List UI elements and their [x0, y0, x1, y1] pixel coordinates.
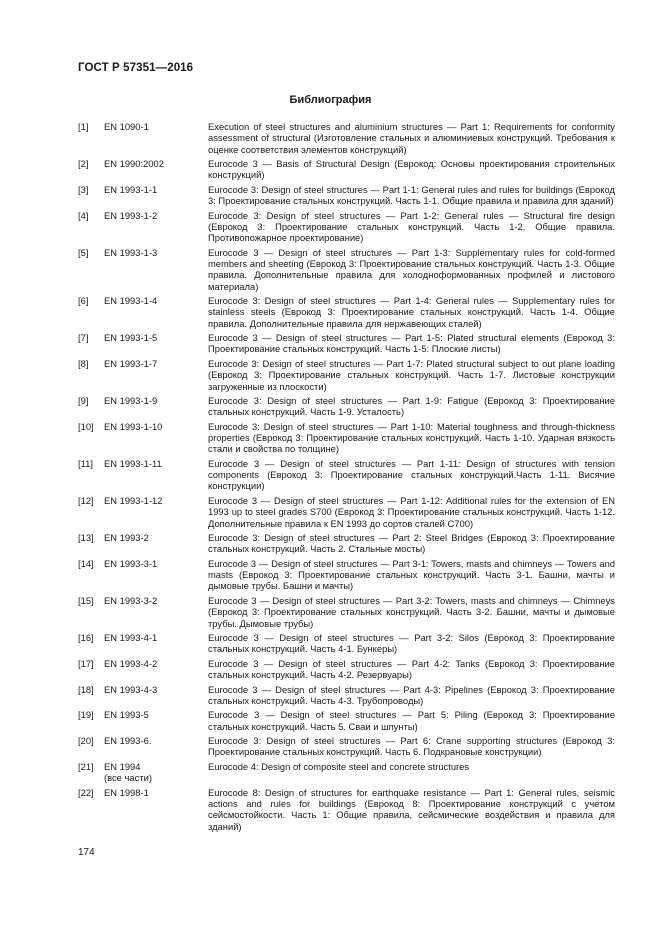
- standard-code: EN 1090-1: [104, 121, 149, 132]
- entry-number: [17]: [78, 657, 94, 669]
- standard-code: EN 1993-5: [104, 709, 149, 721]
- bibliography-entry: [78, 121, 615, 155]
- standard-code: EN 1993-4-1: [104, 631, 158, 643]
- entry-number: [3]: [78, 183, 89, 195]
- entry-number: [9]: [78, 395, 89, 407]
- bibliography-entry: [78, 632, 615, 655]
- entry-description: Eurocode 3 — Basis of Structural Design (Еврокод: Основы проектирования строительных конструкций): [208, 158, 615, 181]
- entry-number: [14]: [78, 557, 94, 569]
- standard-code: EN 1993-1-5: [104, 332, 158, 344]
- bibliography-entry: [78, 295, 615, 329]
- bibliography-entry: [78, 532, 615, 555]
- standard-code: EN 1990:2002: [104, 158, 164, 170]
- document-code-header: ГОСТ Р 57351—2016: [78, 62, 194, 74]
- bibliography-entry: [78, 658, 615, 681]
- entry-number: [7]: [78, 332, 89, 344]
- entry-description: Eurocode 3 — Design of steel structures — Part 4-3: Pipelines (Еврокод 3: Проектирование стальных конструкций. Часть 4-3. Трубопроводы): [208, 683, 615, 706]
- entry-description: Eurocode 3: Design of steel structures — Part 2: Steel Bridges (Еврокод 3: Проектирование стальных конструкций. Часть 2. Стальные мосты): [208, 532, 615, 555]
- standard-code: EN 1993-1-11: [104, 457, 162, 469]
- bibliography-entry: [78, 495, 615, 529]
- bibliography-entry: [78, 761, 615, 784]
- entry-description: Eurocode 3 — Design of steel structures — Part 1-3: Supplementary rules for cold-formed members and sheeting (Еврокод 3: Проектирование стальных конструкций. Часть 1-3. Общие правила. Дополнительные правила для холоднoформованных профилей и листового материала): [208, 246, 615, 292]
- entry-number: [16]: [78, 631, 94, 643]
- bibliography-entry: [78, 709, 615, 732]
- entry-number: [12]: [78, 494, 94, 506]
- standard-code: EN 1993-1-2: [104, 209, 158, 221]
- entry-description: Eurocode 3: Design of steel structures — Part 1-10: Material toughness and through-thickness properties (Еврокод 3: Проектирование стальных конструкций. Часть 1-10. Ударная вязкость стали и свойства по толщине): [208, 420, 615, 455]
- entry-number: [20]: [78, 735, 94, 747]
- standard-code: EN 1993-1-12: [104, 494, 163, 506]
- standard-code: EN 1993-1-9: [104, 395, 158, 407]
- entry-number: [4]: [78, 209, 89, 221]
- bibliography-list: [78, 121, 615, 835]
- entry-description: Eurocode 3 — Design of steel structures — Part 1-11: Design of structures with tension components (Еврокод 3: Проектирование стальных конструкций.Часть 1-11. Висячие конструкции): [208, 457, 615, 492]
- bibliography-entry: [78, 247, 615, 292]
- bibliography-entry: [78, 735, 615, 758]
- entry-description: Eurocode 3 — Design of steel structures — Part 3-2: Silos (Еврокод 3: Проектирование стальных конструкций. Часть 4-1. Бункеры): [208, 631, 615, 655]
- standard-code: EN 1993-3-1: [104, 557, 158, 569]
- entry-number: [21]: [78, 760, 94, 772]
- entry-description: Eurocode 3 — Design of steel structures — Part 1-12: Additional rules for the extension of EN 1993 up to steel grades S700 (Еврокод 3: Проектирование стальных конструкций. Часть 1-12. Дополнительные правила к EN 1993 до сортов сталей С700): [208, 494, 615, 529]
- bibliography-entry: [78, 184, 615, 207]
- entry-description: Eurocode 3 — Design of steel structures — Part 3-1: Towers, masts and chimneys — Towers and masts (Еврокод 3: Проектирование стальных конструкций. Часть 3-1. Башни, мачты и дымовые трубы. Башни и мачты): [208, 557, 615, 592]
- bibliography-entry: [78, 210, 615, 244]
- entry-description: Eurocode 3 — Design of steel structures — Part 5: Piling (Еврокод 3: Проектирование стальных конструкций. Часть 5. Сваи и шпунты): [208, 709, 615, 732]
- page-number: 174: [78, 847, 95, 858]
- entry-number: [8]: [78, 357, 89, 369]
- entry-description: Eurocode 3 — Design of steel structures — Part 3-2: Towers, masts and chimneys — Chimneys (Еврокод 3: Проектирование стальных конструкций. Часть 3-2. Башни, мачты и дымовые трубы. Дымовые трубы): [208, 594, 615, 629]
- entry-description: Eurocode 3: Design of steel structures — Part 1-4: General rules — Supplementary rules for stainless steels (Еврокод 3: Проектирование стальных конструкций. Часть 1-4. Общие правила. Дополнительные правила для нержавеющих сталей): [208, 295, 615, 329]
- standard-code: EN 1993-1-10: [104, 420, 163, 432]
- standard-code: EN 1993-2: [104, 532, 149, 544]
- entry-description: Eurocode 3: Design of steel structures — Part 6: Crane supporting structures (Еврокод 3: Проектирование стальных конструкций. Часть 6. Подкрановые конструкции): [208, 735, 615, 758]
- entry-number: [19]: [78, 709, 94, 721]
- entry-number: [5]: [78, 246, 89, 258]
- standard-code: EN 1993-1-7: [104, 357, 158, 369]
- bibliography-entry: [78, 358, 615, 392]
- standard-code: EN 1993-4-3: [104, 683, 158, 695]
- entry-number: [13]: [78, 532, 94, 544]
- standard-code: EN 1993-1-4: [104, 295, 158, 307]
- entry-number: [6]: [78, 295, 89, 307]
- bibliography-entry: [78, 595, 615, 629]
- entry-number: [1]: [78, 121, 89, 132]
- standard-code: EN 1994 (все части): [104, 760, 152, 784]
- entry-number: [11]: [78, 457, 93, 469]
- entry-description: Eurocode 3: Design of steel structures — Part 1-9: Fatigue (Еврокод 3: Проектирование стальных конструкций. Часть 1-9. Усталость): [208, 395, 615, 418]
- entry-description: Eurocode 3 — Design of steel structures — Part 4-2: Tanks (Еврокод 3: Проектирование стальных конструкций. Часть 4-2. Резервуары): [208, 657, 615, 681]
- entry-number: [15]: [78, 594, 94, 606]
- entry-description: Eurocode 3: Design of steel structures — Part 1-7: Plated structural subject to out plane loading (Еврокод 3: Проектирование стальных конструкций. Часть 1-7. Листовые конструкции загруженные из плоскости): [208, 357, 615, 392]
- standard-code: EN 1993-3-2: [104, 594, 158, 606]
- entry-number: [2]: [78, 158, 89, 170]
- section-title: Библиография: [289, 94, 372, 106]
- entry-description: Eurocode 3: Design of steel structures — Part 1-2: General rules — Structural fire design (Еврокод 3: Проектирование стальных конструкций. Часть 1-2. Общие правила. Противопожарное проектирование): [208, 209, 615, 244]
- standard-code: EN 1993-1-1: [104, 183, 158, 195]
- standard-code: EN 1993-1-3: [104, 246, 158, 258]
- entry-description: Execution of steel structures and aluminium structures — Part 1: Requirements for conformity assessment of structural (Изготовление стальных и алюминиевых конструкций. Требования к оценке соответствия элементов конструкций): [208, 121, 615, 155]
- bibliography-entry: [78, 458, 615, 492]
- entry-number: [18]: [78, 683, 94, 695]
- bibliography-entry: [78, 395, 615, 418]
- standard-code: EN 1998-1: [104, 786, 149, 798]
- bibliography-entry: [78, 158, 615, 181]
- entry-description: Eurocode 3: Design of steel structures — Part 1-1: General rules and rules for buildings (Еврокод 3: Проектирование стальных конструкций. Часть 1-1. Общие правила и правила для зданий): [208, 183, 615, 207]
- entry-number: [10]: [78, 420, 94, 432]
- bibliography-entry: [78, 332, 615, 355]
- entry-description: Eurocode 3 — Design of steel structures — Part 1-5: Plated structural elements (Еврокод 3: Проектирование стальных конструкций. Часть 1-5: Плоские листы): [208, 332, 615, 355]
- entry-description: Eurocode 8: Design of structures for earthquake resistance — Part 1: General rules, seismic actions and rules for buildings (Еврокод 8: Проектирование конструкций с учетом сейсмостойкости. Часть 1: Общие правила, сейсмические воздействия и правила для зданий): [208, 786, 615, 832]
- bibliography-entry: [78, 787, 615, 832]
- entry-number: [22]: [78, 786, 94, 798]
- bibliography-entry: [78, 421, 615, 455]
- standard-code: EN 1993-4-2: [104, 657, 158, 669]
- entry-description: Eurocode 4: Design of composite steel and concrete structures: [208, 760, 470, 772]
- standard-code: EN 1993-6.: [104, 735, 152, 747]
- bibliography-entry: [78, 558, 615, 592]
- bibliography-entry: [78, 684, 615, 707]
